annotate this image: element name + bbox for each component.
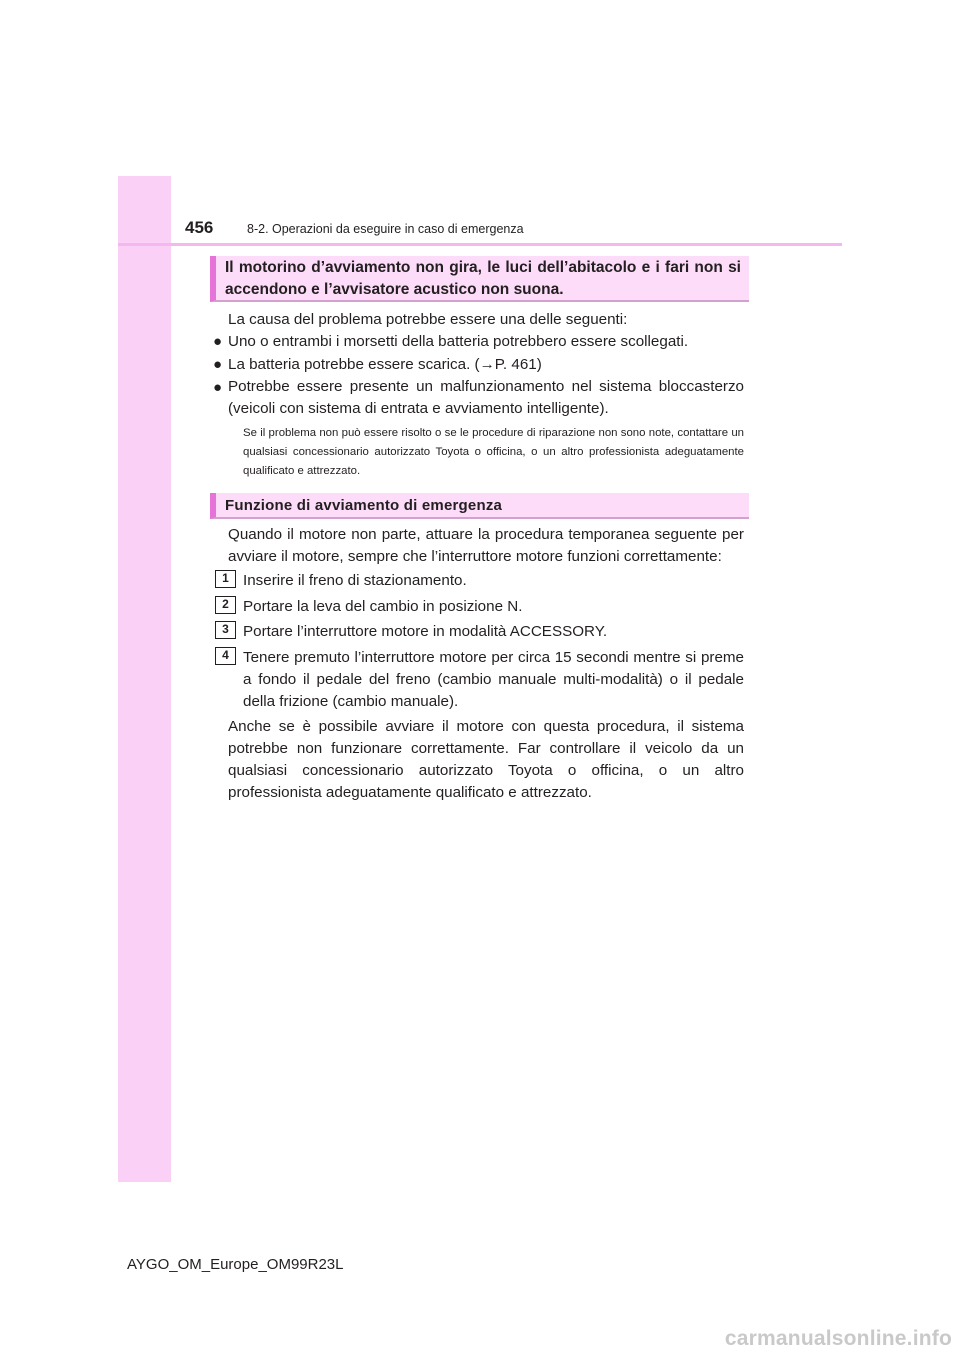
section-heading-emergency-start — [210, 493, 749, 519]
procedure-intro: Quando il motore non parte, attuare la procedura temporanea seguente per avviare il motore, sempre che l’interruttore motore funzioni correttamente: — [228, 526, 744, 565]
section-heading-line: Funzione di avviamento di emergenza — [225, 497, 503, 514]
document-id-footer: AYGO_OM_Europe_OM99R23L — [127, 1256, 344, 1273]
closing-paragraph: Anche se è possibile avviare il motore con questa procedura, il sistema potrebbe non funzionare correttamente. Far controllare il veicolo da un qualsiasi concessionario autorizzato Toyota o officina, o un altro professionista adeguatamente qualificato e attrezzato. — [228, 718, 744, 801]
step-number-badge: 3 — [215, 621, 236, 639]
watermark: carmanualsonline.info — [724, 1327, 952, 1350]
step-text: Portare la leva del cambio in posizione N. — [243, 598, 523, 615]
header-rule — [118, 243, 842, 246]
step-number-badge: 2 — [215, 596, 236, 614]
step-text: Portare l’interruttore motore in modalità ACCESSORY. — [243, 623, 608, 640]
step-text: Inserire il freno di stazionamento. — [243, 572, 467, 589]
running-head: 8-2. Operazioni da eseguire in caso di emergenza — [247, 222, 524, 236]
step-number-badge: 1 — [215, 570, 236, 588]
margin-color-band — [118, 176, 171, 1182]
cause-bullet: Uno o entrambi i morsetti della batteria potrebbero essere scollegati. — [228, 333, 689, 350]
cause-bullet: La batteria potrebbe essere scarica. (→P. 461) — [228, 356, 542, 373]
note-text: Se il problema non può essere risolto o se le procedure di riparazione non sono note, contattare un qualsiasi concessionario autorizzato Toyota o officina, o un altro professionista adeguatamente qualificato e attrezzato. — [243, 427, 744, 477]
cause-bullet: Potrebbe essere presente un malfunzionamento nel sistema bloccasterzo (veicoli con sistema di entrata e avviamento intelligente). — [228, 378, 744, 417]
section-heading-line: Il motorino d’avviamento non gira, le luci dell’abitacolo e i fari non si — [225, 259, 741, 276]
bullet-dot: ● — [213, 379, 223, 396]
step-number-badge: 4 — [215, 647, 236, 665]
section-heading-line: accendono e l’avvisatore acustico non suona. — [225, 281, 564, 298]
cause-intro: La causa del problema potrebbe essere una delle seguenti: — [228, 311, 628, 328]
section-heading-starter-failure — [210, 256, 749, 302]
bullet-dot: ● — [213, 333, 223, 350]
step-text: Tenere premuto l’interruttore motore per circa 15 secondi mentre si preme a fondo il pedale del freno (cambio manuale multi-modalità) o il pedale della frizione (cambio manuale). — [243, 649, 744, 710]
bullet-dot: ● — [213, 356, 223, 373]
page-number: 456 — [185, 218, 214, 237]
